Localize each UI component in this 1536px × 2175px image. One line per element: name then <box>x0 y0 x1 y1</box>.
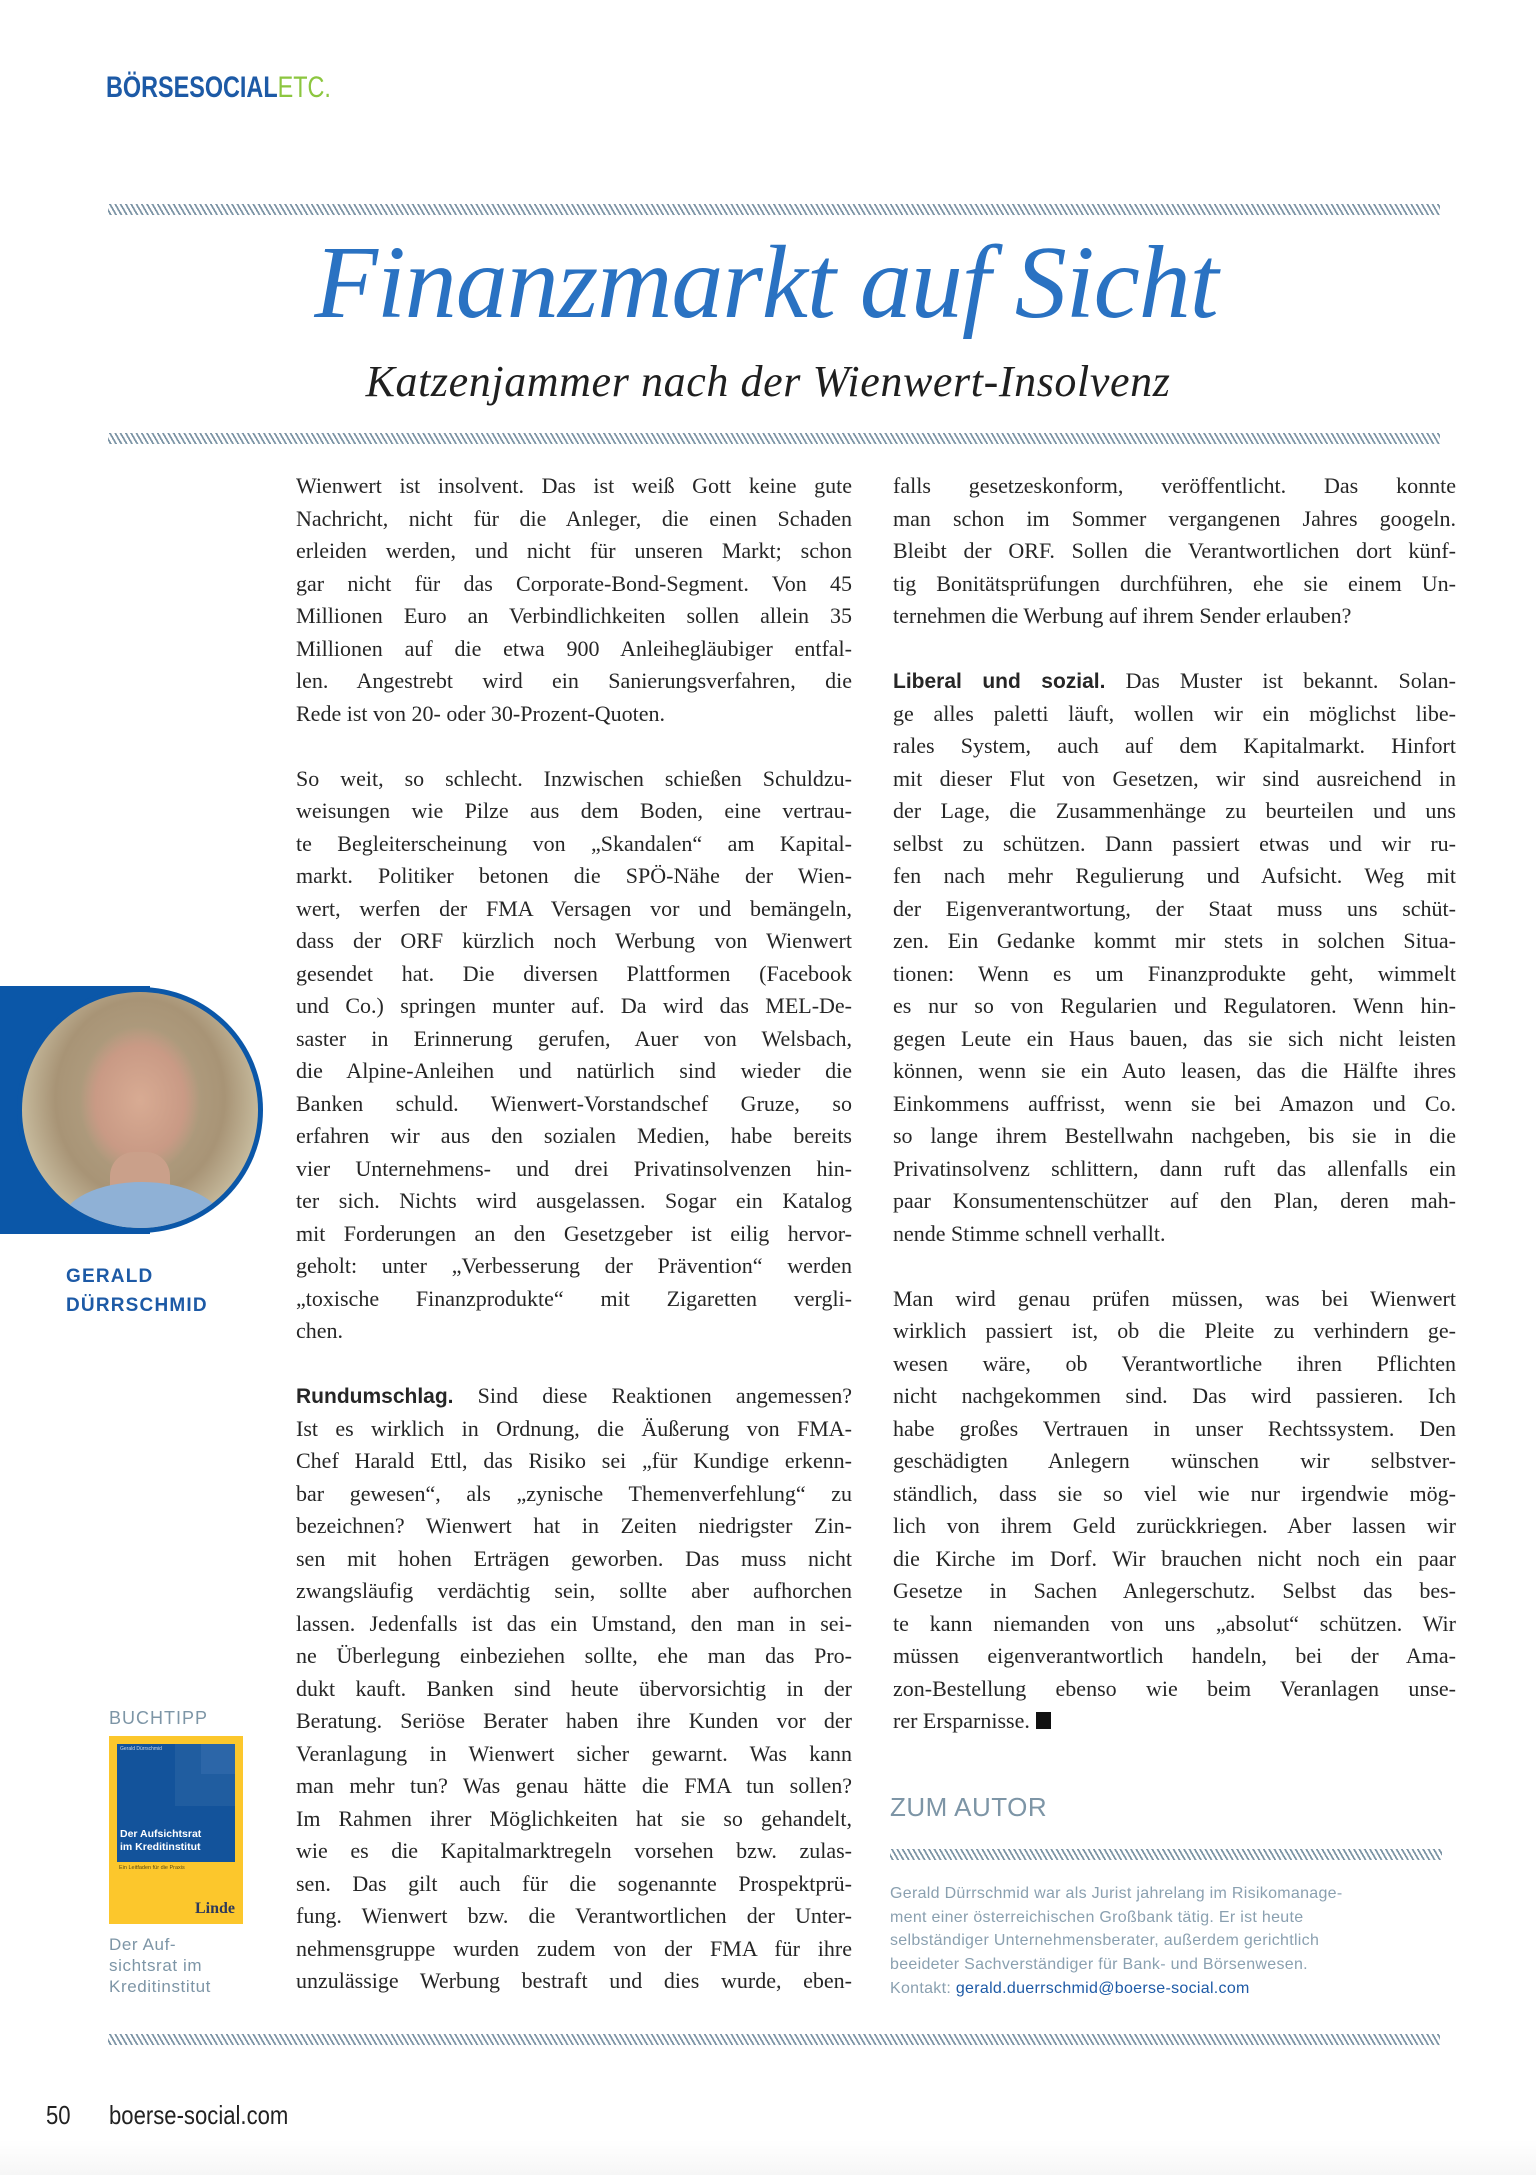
logo-suffix: ETC. <box>277 71 331 104</box>
text-line <box>296 1250 852 1283</box>
text-line <box>893 698 1456 731</box>
text-line-content: mit dieser Flut von Gesetzen, wir sind ausreichend in <box>893 765 1456 791</box>
bio-contact <box>890 1977 1450 2001</box>
page-number: 50 <box>46 2100 71 2130</box>
text-line <box>296 958 852 991</box>
text-line <box>893 1185 1456 1218</box>
text-line-content: len. Angestrebt wird ein Sanierungsverfahren, die <box>296 668 852 693</box>
book-cover <box>109 1736 243 1924</box>
text-line <box>296 1738 852 1771</box>
text-line-content: Privatinsolvenz schlittern, dann ruft das allenfalls ein <box>893 1155 1456 1181</box>
text-line-content: gegen Leute ein Haus bauen, das sie sich nicht leisten <box>893 1025 1456 1051</box>
text-line <box>893 958 1456 991</box>
text-line <box>296 1380 852 1413</box>
text-line <box>893 1445 1456 1478</box>
text-line-content: erleiden werden, und nicht für unseren Markt; schon <box>296 538 852 563</box>
text-line <box>296 503 852 536</box>
text-line-content: Banken schuld. Wienwert-Vorstandschef Gruze, so <box>296 1090 852 1116</box>
text-line <box>893 893 1456 926</box>
bio-line: beeideter Sachverständiger für Bank- und Börsenwesen. <box>890 1956 1308 1974</box>
text-line-content: geschädigten Anlegern wünschen wir selbstver- <box>893 1448 1456 1473</box>
text-line-content: dukt kauft. Banken sind heute übervorsichtig in der <box>296 1675 852 1701</box>
book-cover-title-line2: im Kreditinstitut <box>120 1841 201 1853</box>
text-line-content: Bleibt der ORF. Sollen die Verantwortlichen dort künf- <box>893 538 1456 563</box>
paragraph-lead-in: Rundumschlag. <box>296 1385 454 1408</box>
text-line-content: es nur so von Regularien und Regulatoren. Wenn hin- <box>893 993 1456 1018</box>
text-line <box>296 1023 852 1056</box>
text-line-content: bar gewesen“, als „zynische Themenverfehlung“ zu <box>296 1480 852 1506</box>
text-line <box>296 1770 852 1803</box>
text-line-content: chen. <box>296 1318 344 1343</box>
text-line <box>296 1608 852 1641</box>
text-line-content: und Co.) springen munter auf. Da wird das MEL-De- <box>296 993 852 1018</box>
book-cover-title-line1: Der Aufsichtsrat <box>120 1828 202 1840</box>
text-line <box>893 1510 1456 1543</box>
text-line-content: paar Konsumentenschützer auf den Plan, deren mah- <box>893 1188 1456 1213</box>
text-line <box>893 1315 1456 1348</box>
text-line <box>893 1120 1456 1153</box>
text-line-content: weisungen wie Pilze aus dem Boden, eine vertrau- <box>296 798 852 823</box>
text-line <box>893 1673 1456 1706</box>
text-line <box>296 1835 852 1868</box>
text-line-content: vier Unternehmens- und drei Privatinsolvenzen hin- <box>296 1155 852 1181</box>
text-line-content: Das Muster ist bekannt. Solan- <box>1105 668 1456 693</box>
article-paragraph <box>296 763 852 1348</box>
text-line <box>893 1543 1456 1576</box>
text-line-content: falls gesetzeskonform, veröffentlicht. Das konnte <box>893 473 1456 498</box>
text-line-content: dass der ORF kürzlich noch Werbung von Wienwert <box>296 928 852 953</box>
text-line-content: können, wenn sie ein Auto leasen, das die Hälfte ihres <box>893 1058 1456 1083</box>
book-cover-publisher: Linde <box>194 1900 235 1917</box>
text-line-content: sen mit hohen Erträgen geworben. Das muss nicht <box>296 1545 852 1571</box>
article-column-1 <box>296 470 852 1998</box>
bio-line: Gerald Dürrschmid war als Jurist jahrelang im Risikomanage- <box>890 1885 1343 1902</box>
paragraph-gap <box>893 633 1456 666</box>
text-line-content: te kann niemanden von uns „absolut“ schützen. Wir <box>893 1610 1456 1636</box>
about-author-bio <box>890 1882 1450 2001</box>
text-line-content: gar nicht für das Corporate-Bond-Segment. Von 45 <box>296 570 852 596</box>
book-cover-title <box>120 1828 234 1854</box>
text-line <box>893 1478 1456 1511</box>
text-line <box>296 795 852 828</box>
text-line-content: sen. Das gilt auch für die sogenannte Prospektprü- <box>296 1870 852 1896</box>
book-caption <box>109 1934 259 1997</box>
text-line-content: ständlich, dass sie so viel wie nur irgendwie mög- <box>893 1480 1456 1506</box>
text-line-content: wie es die Kapitalmarktregeln vorsehen bzw. zulas- <box>296 1838 852 1863</box>
text-line <box>296 1413 852 1446</box>
text-line <box>296 1510 852 1543</box>
text-line <box>893 1153 1456 1186</box>
text-line <box>296 990 852 1023</box>
article-paragraph <box>296 470 852 730</box>
paragraph-gap <box>296 730 852 763</box>
article-title-text: Finanzmarkt auf Sicht <box>314 225 1218 340</box>
hatch-divider-top <box>108 204 1440 215</box>
text-line <box>296 633 852 666</box>
author-portrait-icon <box>22 992 258 1228</box>
text-line-content: selbst zu schützen. Dann passiert etwas und wir ru- <box>893 830 1456 856</box>
text-line-content: man schon im Sommer vergangenen Jahres googeln. <box>893 505 1456 531</box>
text-line <box>893 1640 1456 1673</box>
text-line <box>893 535 1456 568</box>
text-line <box>893 665 1456 698</box>
text-line-content: So weit, so schlecht. Inzwischen schießen Schuldzu- <box>296 765 852 791</box>
contact-email-link[interactable]: gerald.duerrschmid@boerse-social.com <box>955 1979 1250 1997</box>
paragraph-gap <box>296 1348 852 1381</box>
text-line <box>893 763 1456 796</box>
paragraph-gap <box>893 1250 1456 1283</box>
text-line <box>296 600 852 633</box>
article-title <box>0 225 1536 340</box>
text-line <box>893 1413 1456 1446</box>
text-line <box>296 1803 852 1836</box>
text-line-content: Nachricht, nicht für die Anleger, die einen Schaden <box>296 505 852 531</box>
text-line-content: „toxische Finanzprodukte“ mit Zigaretten vergli- <box>296 1285 852 1311</box>
text-line-content: müssen eigenverantwortlich handeln, bei der Ama- <box>893 1643 1456 1668</box>
text-line <box>893 1088 1456 1121</box>
text-line-content: Einkommens auffrisst, wenn sie bei Amazon und Co. <box>893 1090 1456 1116</box>
text-line <box>296 1315 852 1348</box>
author-first-name: GERALD <box>66 1266 154 1287</box>
text-line <box>893 1023 1456 1056</box>
text-line-content: Man wird genau prüfen müssen, was bei Wienwert <box>893 1285 1456 1311</box>
text-line-content: Rede ist von 20- oder 30-Prozent-Quoten. <box>296 700 666 726</box>
text-line <box>296 763 852 796</box>
text-line <box>296 1543 852 1576</box>
text-line-content: der Eigenverantwortung, der Staat muss uns schüt- <box>893 895 1456 921</box>
text-line-content: rales System, auch auf dem Kapitalmarkt. Hinfort <box>893 733 1456 758</box>
text-line-content: zen. Ein Gedanke kommt mir stets in solchen Situa- <box>893 928 1456 953</box>
paragraph-lead-in: Liberal und sozial. <box>893 670 1106 693</box>
text-line <box>893 1055 1456 1088</box>
text-line-content: so lange ihrem Bestellwahn nachgeben, bis sie in die <box>893 1123 1456 1148</box>
text-line-content: Gesetze in Sachen Anlegerschutz. Selbst das bes- <box>893 1578 1456 1603</box>
author-last-name: DÜRRSCHMID <box>66 1295 208 1316</box>
text-line <box>296 860 852 893</box>
text-line-content: saster in Erinnerung gerufen, Auer von Welsbach, <box>296 1025 852 1051</box>
text-line-content: wert, werfen der FMA Versagen vor und bemängeln, <box>296 895 852 921</box>
end-of-article-icon <box>1036 1712 1051 1729</box>
text-line <box>296 1868 852 1901</box>
text-line-content: te Begleiterscheinung von „Skandalen“ am Kapital- <box>296 830 852 856</box>
text-line <box>893 1380 1456 1413</box>
text-line-content: wesen wäre, ob Verantwortliche ihren Pflichten <box>893 1350 1456 1376</box>
hatch-divider-title-bottom <box>108 433 1440 444</box>
text-line-content: lassen. Jedenfalls ist das ein Umstand, den man in sei- <box>296 1610 852 1636</box>
text-line-content: fen nach mehr Regulierung und Aufsicht. Weg mit <box>893 863 1456 888</box>
article-subtitle: Katzenjammer nach der Wienwert-Insolvenz <box>365 357 1171 406</box>
text-line <box>296 470 852 503</box>
text-line-content: ne Überlegung einbeziehen sollte, ehe man das Pro- <box>296 1643 852 1668</box>
text-line-content: ternehmen die Werbung auf ihrem Sender erlauben? <box>893 603 1352 628</box>
text-line <box>296 1900 852 1933</box>
text-line-content: markt. Politiker betonen die SPÖ-Nähe der Wien- <box>296 863 852 888</box>
text-line-content: fung. Wienwert bzw. die Verantwortlichen der Unter- <box>296 1903 852 1928</box>
text-line-content: Beratung. Seriöse Berater haben ihre Kunden vor der <box>296 1708 852 1733</box>
text-line-content: zwangsläufig verdächtig sein, sollte aber aufhorchen <box>296 1578 852 1603</box>
text-line-content: Ist es wirklich in Ordnung, die Äußerung von FMA- <box>296 1415 852 1441</box>
text-line-content: rer Ersparnisse. <box>893 1708 1030 1733</box>
text-line-content: gesendet hat. Die diversen Plattformen (Facebook <box>296 960 852 986</box>
book-cover-author: Gerald Dürrschmid <box>120 1746 162 1752</box>
text-line-content: ge alles paletti läuft, wollen wir ein möglichst libe- <box>893 700 1456 726</box>
contact-label: Kontakt: <box>890 1979 956 1997</box>
text-line-content: nende Stimme schnell verhallt. <box>893 1220 1166 1246</box>
text-line <box>296 1933 852 1966</box>
text-line <box>893 568 1456 601</box>
text-line <box>296 1478 852 1511</box>
text-line <box>296 698 852 731</box>
text-line <box>893 730 1456 763</box>
text-line-content: die Kirche im Dorf. Wir brauchen nicht noch ein paar <box>893 1545 1456 1571</box>
text-line-content: geholt: unter „Verbesserung der Prävention“ werden <box>296 1253 852 1278</box>
text-line-content: Millionen Euro an Verbindlichkeiten sollen allein 35 <box>296 603 852 628</box>
bio-line: ment einer österreichischen Großbank tätig. Er ist heute <box>890 1908 1304 1926</box>
book-cover-decor-square <box>201 1744 235 1774</box>
book-caption-line: sichtsrat im <box>109 1956 203 1975</box>
text-line <box>296 1640 852 1673</box>
text-line <box>893 828 1456 861</box>
bio-line: selbständiger Unternehmensberater, außerdem gerichtlich <box>890 1932 1320 1950</box>
text-line <box>893 1348 1456 1381</box>
about-author-heading: ZUM AUTOR <box>890 1792 1048 1822</box>
text-line-content: man mehr tun? Was genau hätte die FMA tun sollen? <box>296 1773 852 1798</box>
text-line <box>296 1055 852 1088</box>
footer-shade <box>0 2140 1536 2175</box>
author-photo <box>17 987 263 1233</box>
text-line <box>296 1673 852 1706</box>
text-line-content: ter sich. Nichts wird ausgelassen. Sogar ein Katalog <box>296 1188 852 1213</box>
text-line-content: tig Bonitätsprüfungen durchführen, ehe sie einem Un- <box>893 570 1456 596</box>
text-line-content: die Alpine-Anleihen und natürlich sind wieder die <box>296 1058 852 1083</box>
text-line <box>296 665 852 698</box>
text-line <box>893 925 1456 958</box>
text-line-content: der Lage, die Zusammenhänge zu beurteilen und uns <box>893 798 1456 823</box>
text-line-content: Chef Harald Ettl, das Risiko sei „für Kundige erkenn- <box>296 1448 852 1473</box>
article-paragraph <box>893 470 1456 633</box>
text-line <box>893 600 1456 633</box>
portrait-shirt-shape <box>62 1182 222 1228</box>
text-line <box>296 535 852 568</box>
text-line-content: mit Forderungen an den Gesetzgeber ist eilig hervor- <box>296 1220 852 1246</box>
text-line-content: bezeichnen? Wienwert hat in Zeiten niedrigster Zin- <box>296 1513 852 1538</box>
text-line <box>893 470 1456 503</box>
text-line <box>296 925 852 958</box>
text-line-content: lich von ihrem Geld zurückkriegen. Aber lassen wir <box>893 1513 1456 1538</box>
text-line-content: zon-Bestellung ebenso wie beim Veranlagen unse- <box>893 1675 1456 1701</box>
magazine-logo <box>106 72 331 104</box>
book-caption-line: Der Auf- <box>109 1935 177 1954</box>
text-line-content: wirklich passiert ist, ob die Pleite zu verhindern ge- <box>893 1318 1456 1343</box>
hatch-divider-bottom <box>108 2034 1440 2045</box>
text-line-content: Veranlagung in Wienwert sicher gewarnt. Was kann <box>296 1740 852 1766</box>
logo-main: BÖRSESOCIAL <box>106 71 278 104</box>
text-line-content: unzulässige Werbung bestraft und dies wurde, eben- <box>296 1968 852 1993</box>
text-line-content: Millionen auf die etwa 900 Anleihegläubiger entfal- <box>296 635 852 661</box>
text-line <box>296 893 852 926</box>
text-line <box>296 1705 852 1738</box>
text-line <box>296 1575 852 1608</box>
text-line <box>296 568 852 601</box>
text-line <box>296 1153 852 1186</box>
article-column-2 <box>893 470 1456 1738</box>
text-line <box>296 828 852 861</box>
book-tip-label: BUCHTIPP <box>109 1708 209 1728</box>
book-cover-panel <box>117 1744 235 1862</box>
text-line-content: nehmensgruppe wurden zudem von der FMA für ihre <box>296 1935 852 1961</box>
text-line <box>893 1608 1456 1641</box>
book-cover-subtitle: Ein Leitfaden für die Praxis <box>119 1865 185 1871</box>
text-line <box>893 1218 1456 1251</box>
article-paragraph <box>893 665 1456 1250</box>
text-line-content: nicht nachgekommen sind. Das wird passieren. Ich <box>893 1383 1456 1408</box>
book-caption-line: Kreditinstitut <box>109 1977 211 1996</box>
text-line <box>893 795 1456 828</box>
text-line <box>893 1705 1456 1738</box>
text-line <box>893 860 1456 893</box>
article-paragraph <box>893 1283 1456 1738</box>
text-line-content: Wienwert ist insolvent. Das ist weiß Gott keine gute <box>296 473 852 498</box>
text-line <box>296 1185 852 1218</box>
footer-site-link[interactable]: boerse-social.com <box>109 2100 289 2130</box>
text-line <box>296 1088 852 1121</box>
text-line <box>296 1283 852 1316</box>
text-line-content: habe großes Vertrauen in unser Rechtssystem. Den <box>893 1415 1456 1441</box>
text-line-content: Im Rahmen ihrer Möglichkeiten hat sie so gehandelt, <box>296 1805 852 1831</box>
author-name <box>66 1262 208 1320</box>
text-line <box>296 1445 852 1478</box>
text-line <box>893 990 1456 1023</box>
text-line-content: tionen: Wenn es um Finanzprodukte geht, wimmelt <box>893 960 1456 986</box>
hatch-divider-about <box>890 1849 1442 1860</box>
text-line <box>296 1120 852 1153</box>
text-line-content: erfahren wir aus den sozialen Medien, habe bereits <box>296 1123 852 1148</box>
text-line <box>893 1283 1456 1316</box>
text-line <box>893 503 1456 536</box>
text-line <box>296 1218 852 1251</box>
text-line <box>893 1575 1456 1608</box>
text-line <box>296 1965 852 1998</box>
article-paragraph <box>296 1380 852 1998</box>
text-line-content: Sind diese Reaktionen angemessen? <box>453 1383 852 1408</box>
